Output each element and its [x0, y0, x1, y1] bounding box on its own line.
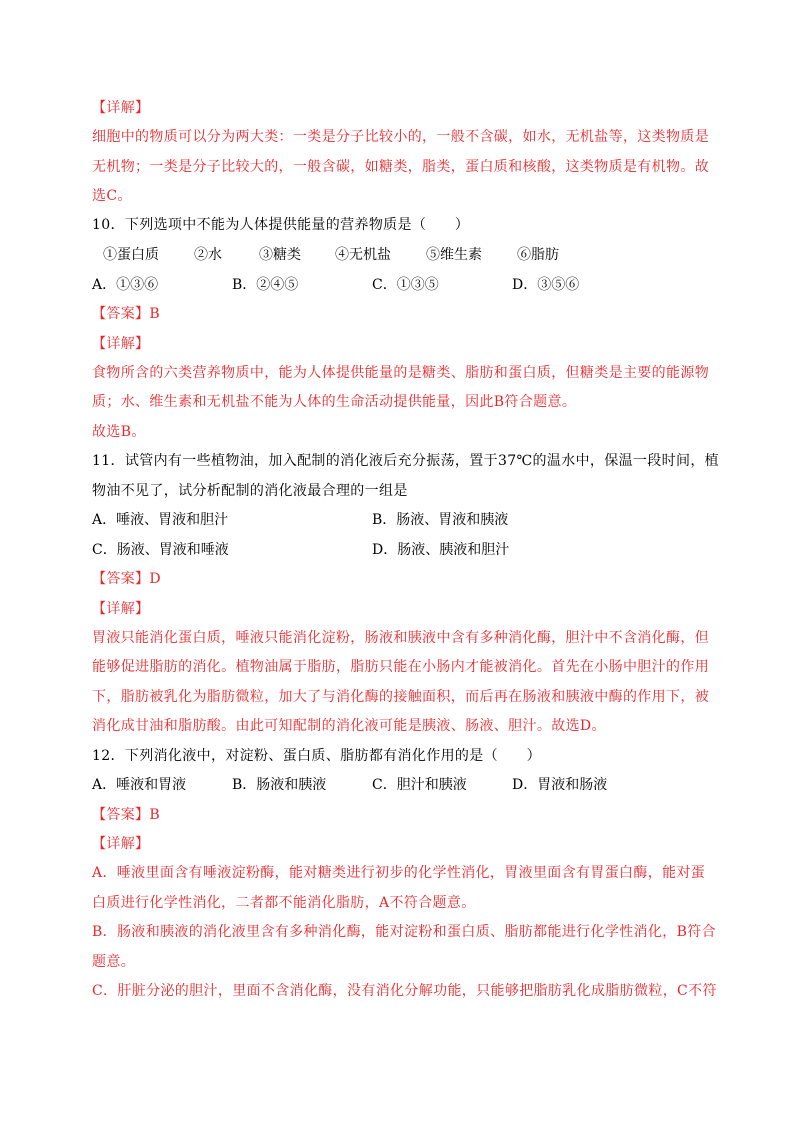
detail-line: 消化成甘油和脂肪酸。由此可知配制的消化液可能是胰液、肠液、胆汁。故选D。 [92, 718, 606, 734]
option-b: B．肠液、胃液和胰液 [372, 512, 509, 528]
option-c: C．胆汁和胰液 [372, 777, 467, 793]
item: ②水 [194, 247, 222, 263]
detail-label: 【详解】 [92, 100, 150, 116]
detail-line: 选C。 [92, 188, 132, 204]
detail-line: A．唾液里面含有唾液淀粉酶，能对糖类进行初步的化学性消化，胃液里面含有胃蛋白酶，能对蛋 [92, 865, 706, 881]
option-d: D．肠液、胰液和胆汁 [372, 542, 510, 558]
detail-line: 食物所含的六类营养物质中，能为人体提供能量的是糖类、脂肪和蛋白质，但糖类是主要的能源物 [92, 365, 710, 381]
answer-label: 【答案】B [92, 807, 161, 823]
detail-label: 【详解】 [92, 836, 150, 852]
option-a: A．①③⑥ [92, 277, 159, 293]
item: ③糖类 [259, 247, 301, 263]
detail-line: 胃液只能消化蛋白质，唾液只能消化淀粉，肠液和胰液中含有多种消化酶，胆汁中不含消化酶，但 [92, 630, 710, 646]
question-11-stem: 物油不见了，试分析配制的消化液最合理的一组是 [92, 483, 408, 499]
item: ⑥脂肪 [517, 247, 559, 263]
detail-line: 无机物；一类是分子比较大的，一般含碳，如糖类，脂类，蛋白质和核酸，这类物质是有机物。故 [92, 159, 710, 175]
option-c: C．肠液、胃液和唾液 [92, 542, 229, 558]
item: ⑤维生素 [426, 247, 482, 263]
detail-line: 下，脂肪被乳化为脂肪微粒，加大了与消化酶的接触面积，而后再在肠液和胰液中酶的作用下，被 [92, 689, 710, 705]
option-d: D．胃液和肠液 [512, 777, 608, 793]
detail-line: 质；水、维生素和无机盐不能为人体的生命活动提供能量，因此B符合题意。 [92, 394, 577, 410]
question-11-stem: 11．试管内有一些植物油，加入配制的消化液后充分振荡，置于37℃的温水中，保温一段时间，植 [92, 453, 720, 469]
option-a: A．唾液和胃液 [92, 777, 187, 793]
detail-line: 细胞中的物质可以分为两大类：一类是分子比较小的，一般不含碳，如水，无机盐等，这类物质是 [92, 129, 710, 145]
option-d: D．③⑤⑥ [512, 277, 580, 293]
detail-label: 【详解】 [92, 336, 150, 352]
detail-line: 题意。 [92, 954, 136, 970]
option-c: C．①③⑤ [372, 277, 439, 293]
question-12-stem: 12．下列消化液中，对淀粉、蛋白质、脂肪都有消化作用的是（ ） [92, 748, 542, 764]
item: ①蛋白质 [103, 247, 159, 263]
option-b: B．肠液和胰液 [232, 777, 327, 793]
answer-label: 【答案】D [92, 571, 161, 587]
detail-line: B．肠液和胰液的消化液里含有多种消化酶，能对淀粉和蛋白质、脂肪都能进行化学性消化，B符合 [92, 924, 716, 940]
detail-line: 故选B。 [92, 424, 146, 440]
question-10-stem: 10．下列选项中不能为人体提供能量的营养物质是（ ） [92, 217, 470, 233]
answer-label: 【答案】B [92, 306, 161, 322]
detail-line: C．肝脏分泌的胆汁，里面不含消化酶，没有消化分解功能，只能够把脂肪乳化成脂肪微粒，C不符 [92, 983, 717, 999]
item: ④无机盐 [335, 247, 391, 263]
option-a: A．唾液、胃液和胆汁 [92, 512, 229, 528]
detail-line: 能够促进脂肪的消化。植物油属于脂肪，脂肪只能在小肠内才能被消化。首先在小肠中胆汁的作用 [92, 659, 710, 675]
option-b: B．②④⑤ [232, 277, 299, 293]
detail-label: 【详解】 [92, 601, 150, 617]
detail-line: 白质进行化学性消化，二者都不能消化脂肪，A不符合题意。 [92, 895, 476, 911]
